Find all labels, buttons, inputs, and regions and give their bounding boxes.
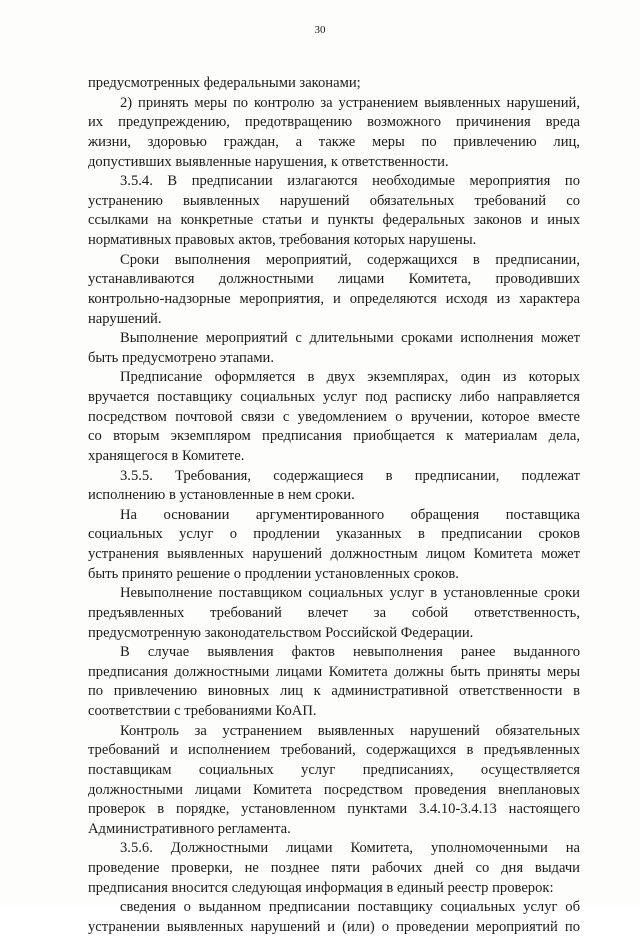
text-line: по привлечению виновных лиц к административной ответственности в [88, 683, 580, 700]
text-line: ссылками на конкретные статьи и пункты федеральных законов и иных [88, 212, 580, 229]
text-line: На основании аргументированного обращения поставщика [120, 506, 580, 523]
text-line: устанавливаются должностными лицами Комитета, проводивших [88, 271, 580, 288]
text-line: проведение проверки, не позднее пяти рабочих дней со дня выдачи [88, 860, 580, 876]
text-line: их предупреждению, предотвращению возможного причинения вреда [88, 114, 580, 131]
text-line: поставщикам социальных услуг предписаниях, осуществляется [88, 761, 580, 778]
text-line: сведения о выданном предписании поставщику социальных услуг об [120, 899, 580, 916]
text-line: Административного регламента. [88, 820, 291, 837]
text-line: устранения выявленных нарушений должностным лицом Комитета может [88, 546, 580, 562]
text-line: Выполнение мероприятий с длительными сроками исполнения может [120, 330, 580, 347]
text-line: допустивших выявленные нарушения, к ответственности. [88, 153, 449, 170]
text-line: соответствии с требованиями КоАП. [88, 703, 317, 719]
text-line: быть принято решение о продлении установленных сроков. [88, 565, 459, 582]
text-line: Контроль за устранением выявленных нарушений обязательных [120, 722, 580, 739]
text-line: предусмотренную законодательством Российской Федерации. [88, 624, 474, 641]
text-line: нормативных правовых актов, требования которых нарушены. [88, 232, 477, 248]
text-line: устранению выявленных нарушений обязательных требований со [88, 192, 580, 209]
text-line: предусмотренных федеральными законами; [88, 75, 361, 91]
document-body [88, 74, 580, 938]
text-line: 3.5.5. Требования, содержащиеся в предписании, подлежат [120, 467, 580, 484]
text-line: жизни, здоровью граждан, а также меры по привлечению лиц, [88, 133, 580, 150]
page-number: 30 [314, 24, 326, 36]
text-line: контрольно-надзорные мероприятия, и определяются исходя из характера [88, 290, 580, 307]
text-line: проверок в порядке, установленном пунктами 3.4.10-3.4.13 настоящего [88, 801, 580, 818]
text-line: быть предусмотрено этапами. [88, 349, 275, 366]
text-line: Предписание оформляется в двух экземплярах, один из которых [120, 369, 580, 386]
text-line: исполнению в установленные в нем сроки. [88, 487, 355, 504]
text-line: предписания вносится следующая информация в единый реестр проверок: [88, 879, 554, 896]
text-line: хранящегося в Комитете. [88, 447, 245, 464]
text-line: должностными лицами Комитета посредством проведения внеплановых [88, 781, 580, 798]
text-line: В случае выявления фактов невыполнения ранее выданного [120, 644, 580, 661]
text-line: устранении выявленных нарушений и (или) о проведении мероприятий по [88, 918, 580, 935]
text-line: посредством почтовой связи с уведомлением о вручении, которое вместе [88, 408, 580, 425]
text-line: вручается поставщику социальных услуг под расписку либо направляется [88, 389, 580, 405]
text-line: социальных услуг о продлении указанных в предписании сроков [88, 526, 580, 543]
text-line: 2) принять меры по контролю за устранением выявленных нарушений, [120, 94, 580, 111]
text-line: требований и исполнением требований, содержащихся в предъявленных [88, 742, 580, 759]
text-line: 3.5.4. В предписании излагаются необходимые мероприятия по [120, 173, 580, 190]
text-line: 3.5.6. Должностными лицами Комитета, уполномоченными на [120, 840, 580, 857]
text-line: Сроки выполнения мероприятий, содержащихся в предписании, [120, 251, 580, 268]
text-line: со вторым экземпляром предписания приобщается к материалам дела, [88, 428, 580, 445]
text-line: нарушений. [88, 310, 162, 327]
text-line: предъявленных требований влечет за собой ответственность, [88, 604, 580, 621]
text-line: предписания должностными лицами Комитета должны быть приняты меры [88, 663, 580, 680]
text-line: Невыполнение поставщиком социальных услуг в установленные сроки [120, 585, 580, 602]
